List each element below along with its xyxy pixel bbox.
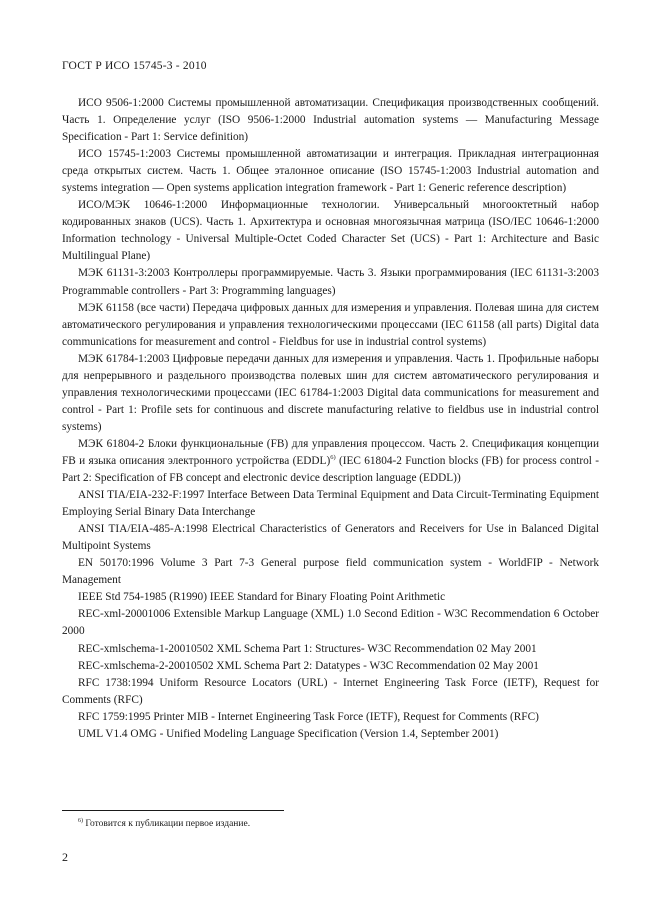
- reference-item: UML V1.4 OMG - Unified Modeling Language Specification (Version 1.4, September 2001): [78, 727, 499, 740]
- reference-item: RFC 1759:1995 Printer MIB - Internet Engineering Task Force (IETF), Request for Comments (RFC): [78, 710, 539, 723]
- reference-item: ИСО 15745-1:2003 Системы промышленной автоматизации и интеграция. Прикладная интеграционная среда открытых систем. Часть 1. Общее эталонное описание (ISO 15745-1:2003 Industrial automation and systems integration — Open systems application integration framework - Part 1: Generic reference description): [62, 148, 599, 195]
- reference-item: ИСО 9506-1:2000 Системы промышленной автоматизации. Спецификация производственных сообщений. Часть 1. Определение услуг (ISO 9506-1:2000 Industrial automation systems — Manufacturing Message Specification - Part 1: Service definition): [62, 97, 599, 144]
- footnote-separator: [62, 810, 284, 811]
- footnote-marker: 6): [78, 818, 83, 824]
- document-header: ГОСТ Р ИСО 15745-3 - 2010: [62, 60, 207, 72]
- reference-item: REC-xmlschema-2-20010502 XML Schema Part 2: Datatypes - W3C Recommendation 02 May 2001: [78, 659, 539, 672]
- reference-item: МЭК 61784-1:2003 Цифровые передачи данных для измерения и управления. Часть 1. Профильные наборы для непрерывного и раздельного производства полевых шин для систем автоматического регулирования и управления технологическими процессами (IEC 61784-1:2003 Digital data communications for measurement and control - Part 1: Profile sets for continuous and discrete manufacturing relative to fieldbus use in industrial control systems): [62, 352, 599, 433]
- footnote-marker: 6): [330, 454, 336, 462]
- reference-item: ИСО/МЭК 10646-1:2000 Информационные технологии. Универсальный многооктетный набор кодированных знаков (UCS). Часть 1. Архитектура и основная многоязычная матрица (ISO/IEC 10646-1:2000 Information technology - Universal Multiple-Octet Coded Character Set (UCS) - Part 1: Architecture and Basic Multilingual Plane): [62, 199, 599, 263]
- footnote: [78, 818, 250, 829]
- page-number: 2: [62, 850, 68, 864]
- reference-item: REC-xmlschema-1-20010502 XML Schema Part 1: Structures- W3C Recommendation 02 May 2001: [78, 642, 537, 655]
- reference-item: МЭК 61131-3:2003 Контроллеры программируемые. Часть 3. Языки программирования (IEC 61131-3:2003 Programmable controllers - Part 3: Programming languages): [62, 267, 599, 297]
- reference-item: RFC 1738:1994 Uniform Resource Locators (URL) - Internet Engineering Task Force (IETF), Request for Comments (RFC): [62, 676, 599, 706]
- reference-item-with-footnote: [62, 436, 599, 487]
- reference-item: ANSI TIA/EIA-485-A:1998 Electrical Characteristics of Generators and Receivers for Use in Balanced Digital Multipoint Systems: [62, 523, 599, 553]
- reference-text: (IEC 61804-2 Function blocks (FB) for process control - Part 2: Specification of FB concept and electronic device description language (EDDL)): [62, 454, 599, 485]
- reference-item: REC-xml-20001006 Extensible Markup Language (XML) 1.0 Second Edition - W3C Recommendation 6 October 2000: [62, 608, 599, 638]
- reference-text: МЭК 61804-2 Блоки функциональные (FB) для управления процессом. Часть 2. Спецификация концепции FB и языка описания электронного устройства (EDDL): [62, 437, 599, 467]
- reference-item: EN 50170:1996 Volume 3 Part 7-3 General purpose field communication system - WorldFIP - Network Management: [62, 557, 599, 587]
- reference-item: МЭК 61158 (все части) Передача цифровых данных для измерения и управления. Полевая шина для систем автоматического регулирования и управления технологическими процессами (IEC 61158 (all parts) Digital data communications for measurement and control - Fieldbus for use in industrial control systems): [62, 301, 599, 348]
- footnote-text: Готовится к публикации первое издание.: [83, 819, 251, 830]
- normative-references: [62, 95, 599, 743]
- reference-item: IEEE Std 754-1985 (R1990) IEEE Standard for Binary Floating Point Arithmetic: [78, 591, 446, 604]
- reference-item: ANSI TIA/EIA-232-F:1997 Interface Between Data Terminal Equipment and Data Circuit-Terminating Equipment Employing Serial Binary Data Interchange: [62, 489, 599, 519]
